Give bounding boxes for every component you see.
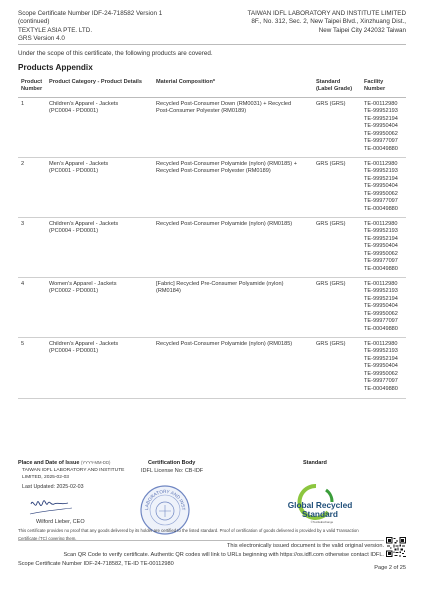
product-category: Children's Apparel - Jackets (PC0004 - PD0001): [46, 97, 153, 157]
material-composition: Recycled Post-Consumer Polyamide (nylon) (RM0185): [153, 337, 313, 398]
product-number: 2: [18, 157, 46, 217]
signature-image: [28, 494, 74, 518]
address-line-2: New Taipei City 242032 Taiwan: [318, 26, 406, 34]
holder-name: TEXTYLE ASIA PTE. LTD.: [18, 26, 93, 34]
facility-numbers: TE-00112980 TE-99952193 TE-99952194 TE-99950404 TE-99950062 TE-99977097 TE-00049880: [361, 217, 406, 277]
logo-tagline: ©TextileExchange: [310, 520, 334, 524]
table-row: [18, 97, 406, 157]
seal-text: LABORATORY AND INST: [143, 488, 187, 511]
last-updated: Last Updated: 2025-02-03: [22, 484, 84, 490]
certificate-header-left: [18, 10, 162, 44]
product-category: Children's Apparel - Jackets (PC0004 - PD0001): [46, 337, 153, 398]
table-header-row: [18, 77, 406, 97]
facility-numbers: TE-00112980 TE-99952193 TE-99952194 TE-99950404 TE-99950062 TE-99977097 TE-00049880: [361, 337, 406, 398]
product-category: Men's Apparel - Jackets (PC0001 - PD0001): [46, 157, 153, 217]
global-recycled-standard-logo: [282, 482, 358, 526]
material-composition: [Fabric] Recycled Pre-Consumer Polyamide (nylon) (RM0184): [153, 277, 313, 337]
product-category: Children's Apparel - Jackets (PC0004 - PD0001): [46, 217, 153, 277]
address-line-1: 8F., No. 312, Sec. 2, New Taipei Blvd., Xinzhuang Dist.,: [251, 18, 406, 26]
license-number: IDFL License No: CB-IDF: [141, 468, 204, 474]
product-number: 3: [18, 217, 46, 277]
footer-divider: [18, 540, 384, 541]
standard-title: Standard: [303, 460, 327, 466]
page-number: Page 2 of 25: [374, 565, 406, 571]
continued-label: (continued): [18, 18, 50, 26]
scope-certificate-line: Scope Certificate Number IDF-24-718582 Version 1: [18, 10, 163, 17]
product-number: 5: [18, 337, 46, 398]
certificate-id-footer: Scope Certificate Number IDF-24-718582, TE-ID TE-00112980: [18, 561, 174, 567]
header-divider: [18, 44, 406, 45]
certification-body-title: Certification Body: [148, 460, 196, 466]
header-material-composition: Material Composition*: [153, 77, 313, 97]
product-number: 1: [18, 97, 46, 157]
products-table: [18, 77, 406, 399]
body-name: TAIWAN IDFL LABORATORY AND INSTITUTE LIMITED: [247, 10, 406, 17]
header-standard: Standard (Label Grade): [313, 77, 361, 97]
facility-numbers: TE-00112980 TE-99952193 TE-99952194 TE-99950404 TE-99950062 TE-99977097 TE-00049880: [361, 157, 406, 217]
label-grade: GRS (GRS): [313, 217, 361, 277]
signer-name: Wilford Lieber, CEO: [36, 519, 85, 525]
material-composition: Recycled Post-Consumer Polyamide (nylon) (RM0185) + Recycled Post-Consumer Polyester (RM0189): [153, 157, 313, 217]
issue-place: TAIWAN IDFL LABORATORY AND INSTITUTE LIMITED, 2025-02-03: [22, 468, 125, 481]
label-grade: GRS (GRS): [313, 337, 361, 398]
qr-verify-note: Scan QR Code to verify certificate. Authentic QR codes will link to URLs beginning with https://os.idfl.com otherwise contact IDFL.: [63, 552, 384, 558]
product-category: Women's Apparel - Jackets (PC0002 - PD0001): [46, 277, 153, 337]
label-grade: GRS (GRS): [313, 157, 361, 217]
table-row: [18, 337, 406, 398]
standard-version: GRS Version 4.0: [18, 35, 65, 43]
facility-numbers: TE-00112980 TE-99952193 TE-99952194 TE-99950404 TE-99950062 TE-99977097 TE-00049880: [361, 277, 406, 337]
logo-line-2: Standard: [302, 509, 338, 519]
certification-body-address: [248, 10, 407, 35]
product-number: 4: [18, 277, 46, 337]
facility-numbers: TE-00112980 TE-99952193 TE-99952194 TE-99950404 TE-99950062 TE-99977097 TE-00049880: [361, 97, 406, 157]
table-row: [18, 217, 406, 277]
electronic-issue-note: This electronically issued document is the valid original version.: [226, 543, 384, 549]
disclaimer-text: This certificate provides no proof that any goods delivered by its holder are certified to the listed standard. Proof of certification of goods delivered is provided by a valid Transaction Certificate (TC) covering them.: [18, 528, 359, 541]
label-grade: GRS (GRS): [313, 97, 361, 157]
material-composition: Recycled Post-Consumer Polyamide (nylon) (RM0185): [153, 217, 313, 277]
material-composition: Recycled Post-Consumer Down (RM0031) + Recycled Post-Consumer Polyester (RM0189): [153, 97, 313, 157]
logo-line-1: Global Recycled: [287, 500, 353, 510]
table-row: [18, 157, 406, 217]
table-row: [18, 277, 406, 337]
date-format: (YYYY-MM-DD): [80, 460, 111, 465]
appendix-title: Products Appendix: [18, 63, 93, 72]
place-date-title: Place and Date of Issue (YYYY-MM-DD): [18, 460, 111, 466]
intro-text: Under the scope of this certificate, the following products are covered.: [18, 50, 213, 57]
qr-code[interactable]: [386, 537, 406, 557]
label-grade: GRS (GRS): [313, 277, 361, 337]
header-product-number: Product Number: [18, 77, 46, 97]
header-facility-number: Facility Number: [361, 77, 406, 97]
header-product-category: Product Category - Product Details: [46, 77, 153, 97]
